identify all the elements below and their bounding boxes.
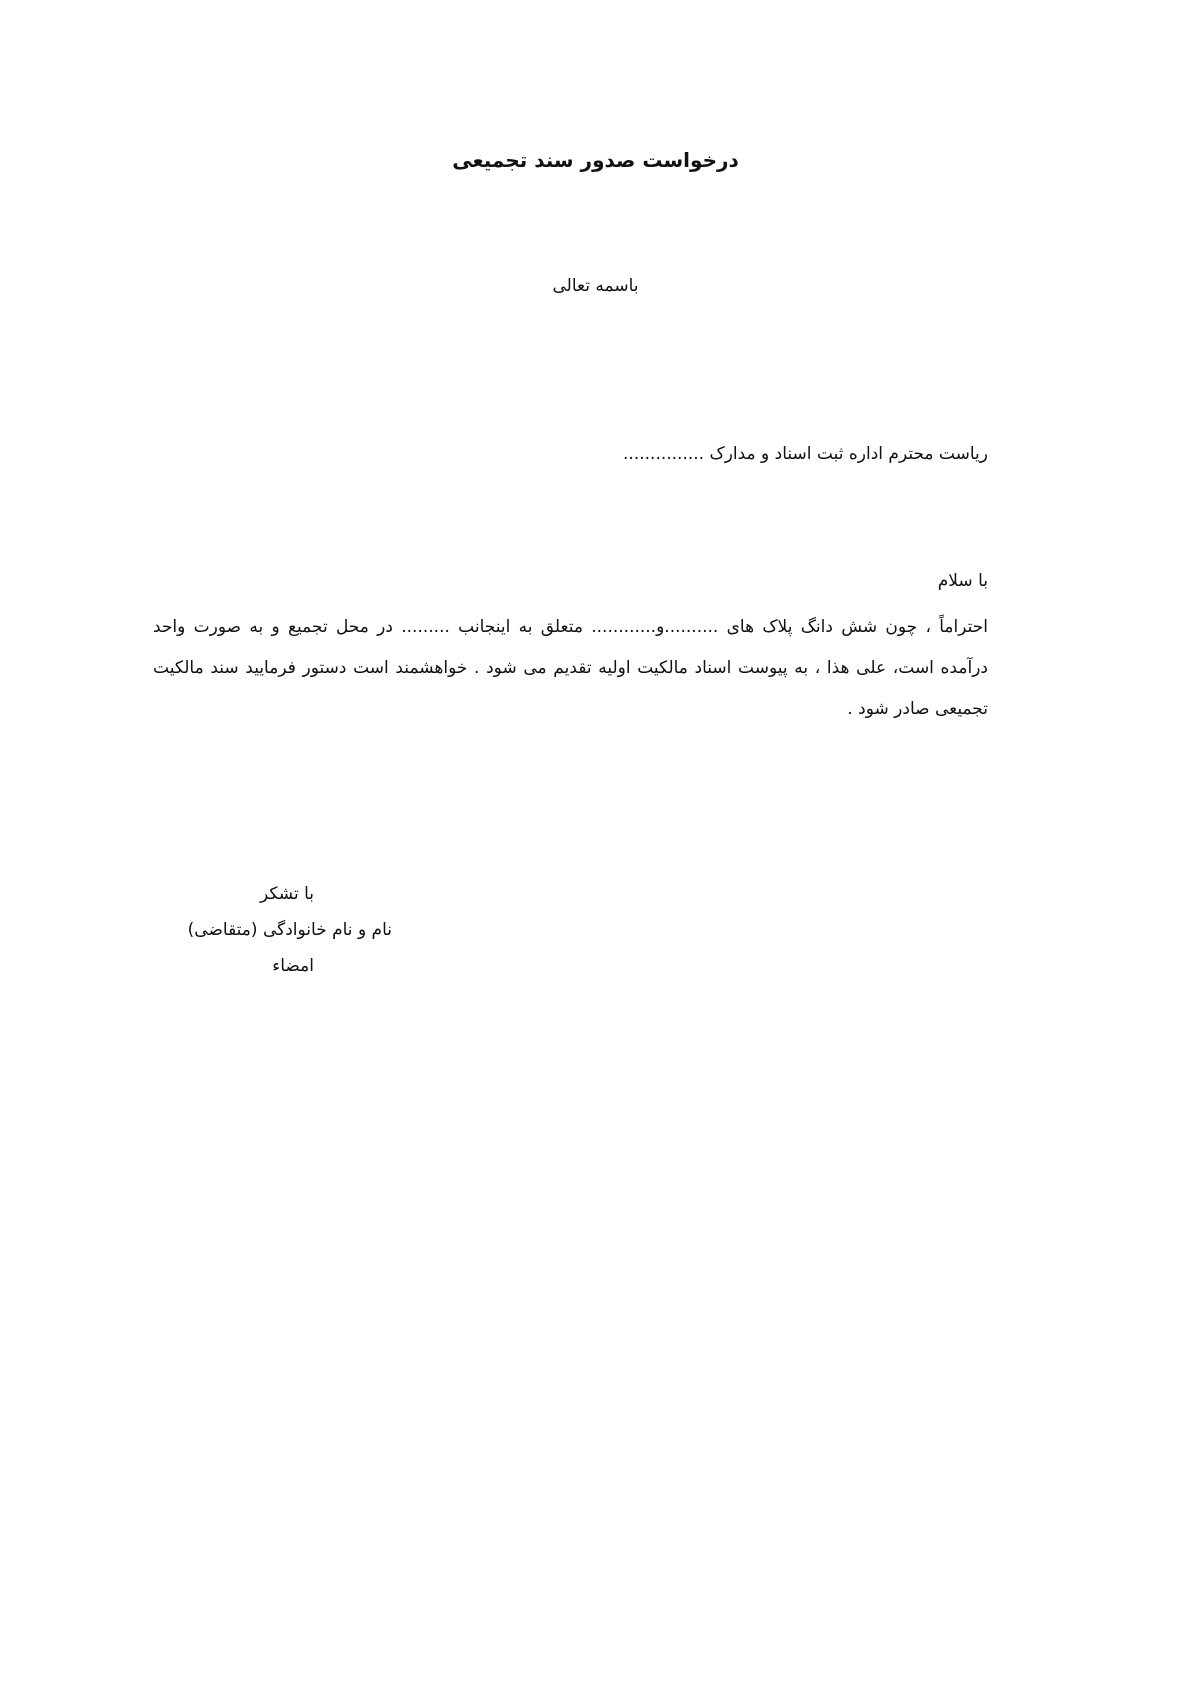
signature-sign: امضاء [272, 956, 314, 976]
letter-body: احتراماً ، چون شش دانگ پلاک های ..........و............ متعلق به اینجانب ......... در محل تجمیع و به صورت واحد درآمده است، علی هذا ، به پیوست اسناد مالکیت اولیه تقدیم می شود . خواهشمند است دستور فرمایید سند مالکیت تجمیعی صادر شود . [153, 617, 988, 719]
signature-name: نام و نام خانوادگی (متقاضی) [187, 920, 392, 940]
document-title: درخواست صدور سند تجمیعی [452, 148, 739, 172]
signature-block [180, 876, 392, 984]
invocation: باسمه تعالی [552, 276, 639, 296]
greeting: با سلام [937, 571, 988, 591]
signature-thanks: با تشکر [260, 884, 314, 904]
recipient-line: ریاست محترم اداره ثبت اسناد و مدارک ............... [623, 444, 988, 464]
